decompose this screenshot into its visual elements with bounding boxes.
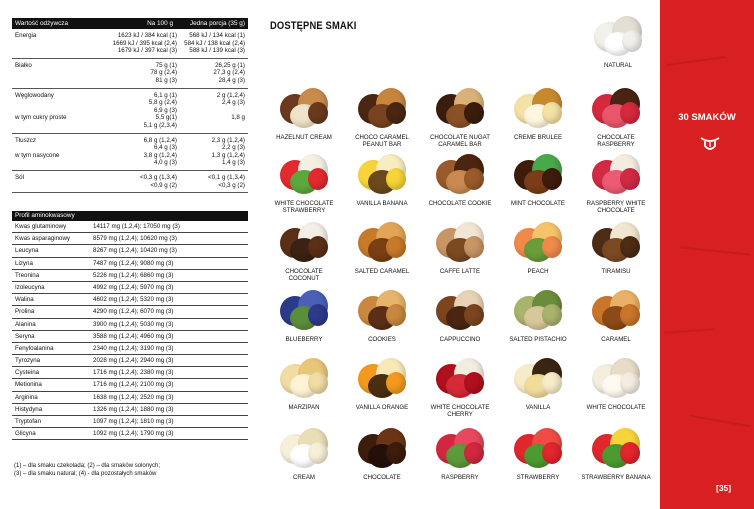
amino-name: Kwas glutaminowy <box>15 223 67 230</box>
flavour-tile <box>578 146 654 215</box>
flavour-tile <box>500 420 576 481</box>
nutrition-row <box>12 134 248 171</box>
amino-row <box>12 319 248 331</box>
amino-value: 3588 mg (1,2,4); 4960 mg (3) <box>93 332 174 340</box>
pistachio-icon <box>506 282 570 334</box>
vanilla-banana-icon <box>350 146 414 198</box>
white-choco-strawberry-icon <box>272 146 336 198</box>
nutrition-row <box>12 171 248 193</box>
flavour-tile <box>266 282 342 343</box>
amino-value: 4992 mg (1,2,4); 5970 mg (3) <box>93 283 174 291</box>
value-per-100g: 1623 kJ / 384 kcal (1) 1669 kJ / 395 kcal (2,4) 1679 kJ / 397 kcal (3) <box>112 32 177 55</box>
salted-caramel-icon <box>350 214 414 266</box>
flavour-label-line: CHOCO CARAMEL <box>355 134 409 141</box>
flavour-tile <box>344 282 420 343</box>
amino-row <box>12 355 248 367</box>
hazelnut-icon <box>272 80 336 132</box>
flavour-label <box>422 474 498 481</box>
flavour-tile <box>266 80 342 141</box>
amino-row <box>12 404 248 416</box>
creme-brulee-icon <box>506 80 570 132</box>
strawberry-banana-icon <box>584 420 648 472</box>
flavour-tile <box>578 80 654 149</box>
flavour-tile <box>500 350 576 411</box>
flavour-label <box>422 200 498 207</box>
nutrition-row <box>12 89 248 134</box>
flavour-tile <box>500 80 576 141</box>
amino-value: 8579 mg (1,2,4); 10620 mg (3) <box>93 235 177 243</box>
flavour-label-line: VANILLA ORANGE <box>355 404 409 411</box>
flavour-label-line: CHOCOLATE <box>285 268 323 275</box>
amino-name: Izoleucyna <box>15 283 45 291</box>
flavour-label-line: STRAWBERRY <box>282 207 326 215</box>
flavour-label <box>266 474 342 481</box>
flavour-label-line: SALTED PISTACHIO <box>509 336 567 343</box>
powder-icon <box>586 8 650 60</box>
flavour-tile <box>422 80 498 149</box>
flavours-title: DOSTĘPNE SMAKI <box>270 20 357 32</box>
marzipan-icon <box>272 350 336 402</box>
flavour-label-line: CHOCOLATE COOKIE <box>428 200 492 207</box>
tongue-icon <box>699 134 721 152</box>
flavour-label <box>266 404 342 411</box>
flavour-label-line: RASPBERRY WHITE <box>586 200 646 207</box>
amino-name: Histydyna <box>15 405 43 413</box>
amino-table <box>12 211 248 440</box>
caramel-icon <box>584 282 648 334</box>
flavour-label <box>266 134 342 141</box>
choco-raspberry-icon <box>584 80 648 132</box>
flavour-label <box>578 200 654 215</box>
footnote <box>14 462 246 479</box>
amino-row <box>12 428 248 440</box>
flavour-tile <box>578 420 654 481</box>
flavour-tile <box>344 350 420 411</box>
amino-value: 1716 mg (1,2,4); 2100 mg (3) <box>93 381 174 389</box>
amino-value: 2340 mg (1,2,4); 3190 mg (3) <box>93 344 174 352</box>
amino-value: 1716 mg (1,2,4); 2380 mg (3) <box>93 369 174 377</box>
coconut-icon <box>272 214 336 266</box>
flavour-label-line: RASPBERRY <box>441 474 479 481</box>
nougat-bar-icon <box>428 80 492 132</box>
flavour-label <box>500 134 576 141</box>
amino-name: Tyrozyna <box>15 357 41 365</box>
tiramisu-icon <box>584 214 648 266</box>
nutrient-name: Tłuszcz w tym nasycone <box>15 136 60 159</box>
flavour-tile <box>422 420 498 481</box>
flavour-tile <box>578 214 654 275</box>
flavour-count-badge: 30 SMAKÓW <box>678 112 736 123</box>
flavour-label-line: RASPBERRY <box>597 141 635 149</box>
flavour-label-line: STRAWBERRY BANANA <box>581 474 651 481</box>
amino-value: 7487 mg (1,2,4); 9080 mg (3) <box>93 259 174 267</box>
cream-icon <box>272 420 336 472</box>
flavour-label-line: HAZELNUT CREAM <box>276 134 332 141</box>
header-per-portion: Jedna porcja (35 g) <box>189 19 245 27</box>
flavour-tile <box>344 80 420 149</box>
flavour-label-line: TIRAMISU <box>601 268 631 275</box>
flavour-tile <box>266 214 342 283</box>
amino-row <box>12 367 248 379</box>
flavour-label-line: CAFFE LATTE <box>439 268 481 275</box>
amino-row <box>12 343 248 355</box>
raspberry-icon <box>428 420 492 472</box>
flavour-label-line: WHITE CHOCOLATE <box>430 404 490 411</box>
flavour-label-line: CARAMEL BAR <box>438 141 482 149</box>
flavour-label-line: COOKIES <box>368 336 396 343</box>
amino-name: Cysteina <box>15 369 40 377</box>
nutrient-name: Sól <box>15 173 24 181</box>
vanilla-orange-icon <box>350 350 414 402</box>
flavour-label-line: CHOCOLATE <box>597 207 635 215</box>
cappuccino-icon <box>428 282 492 334</box>
amino-row <box>12 416 248 428</box>
value-per-portion: 2,3 g (1,2,4) 2,2 g (3) 1,3 g (1,2,4) 1,4 g (3) <box>211 136 245 167</box>
flavour-tile <box>500 146 576 207</box>
value-per-100g: 6,8 g (1,2,4) 6,4 g (3) 3,8 g (1,2,4) 4,0 g (3) <box>143 136 177 167</box>
flavour-label <box>422 404 498 419</box>
red-sidebar <box>660 0 754 509</box>
value-per-100g: <0,3 g (1,3,4) <0,9 g (2) <box>140 173 177 189</box>
amino-name: Tryptofan <box>15 418 41 425</box>
amino-row <box>12 245 248 257</box>
amino-value: 14117 mg (1,2,4); 17050 mg (3) <box>93 223 180 230</box>
nutrient-name: Białko <box>15 61 32 69</box>
flavour-tile <box>500 282 576 343</box>
amino-row <box>12 306 248 318</box>
flavour-tile <box>344 420 420 481</box>
page-number: [35] <box>716 483 732 493</box>
flavour-tile <box>578 282 654 343</box>
amino-name: Treonina <box>15 271 40 279</box>
amino-value: 4290 mg (1,2,4); 6070 mg (3) <box>93 308 174 316</box>
amino-value: 1092 mg (1,2,4); 1790 mg (3) <box>93 430 174 438</box>
flavour-label <box>422 336 498 343</box>
flavour-label-line: CHOCOLATE NUGAT <box>429 134 491 141</box>
flavour-label-line: STRAWBERRY <box>516 474 560 481</box>
flavour-label-line: CAPPUCCINO <box>439 336 481 343</box>
amino-row <box>12 392 248 404</box>
nutrient-name: Energia <box>15 32 37 39</box>
flavour-tile <box>422 282 498 343</box>
amino-name: Metionina <box>15 381 42 389</box>
cookies-icon <box>350 282 414 334</box>
flavour-label <box>266 200 342 215</box>
flavour-label <box>500 200 576 207</box>
amino-name: Glicyna <box>15 430 36 438</box>
amino-name: Kwas asparaginowy <box>15 235 71 243</box>
flavour-tile <box>266 350 342 411</box>
flavour-label-line: WHITE CHOCOLATE <box>274 200 334 207</box>
chocolate-icon <box>350 420 414 472</box>
flavour-label <box>500 474 576 481</box>
flavour-label-line: VANILLA <box>525 404 551 411</box>
flavour-label-line: CHOCOLATE <box>597 134 635 141</box>
value-per-portion: 2 g (1,2,4) 2,4 g (3) 1,8 g <box>216 91 245 122</box>
value-per-100g: 75 g (1) 78 g (2,4) 81 g (3) <box>150 61 177 84</box>
choco-bar-icon <box>350 80 414 132</box>
flavour-tile <box>344 214 420 275</box>
amino-value: 1097 mg (1,2,4); 1810 mg (3) <box>93 418 174 425</box>
flavour-label <box>266 268 342 283</box>
amino-name: Leucyna <box>15 247 39 255</box>
amino-row <box>12 331 248 343</box>
flavour-label <box>578 474 654 481</box>
nutrition-table <box>12 18 248 193</box>
peach-icon <box>506 214 570 266</box>
flavour-tile <box>266 146 342 215</box>
amino-name: Seryna <box>15 332 35 340</box>
flavour-label <box>500 404 576 411</box>
flavour-label <box>578 336 654 343</box>
header-nutrient: Wartość odżywcza <box>15 19 69 27</box>
flavour-tile <box>580 8 656 69</box>
flavour-tile <box>422 146 498 207</box>
value-per-portion: 568 kJ / 134 kcal (1) 584 kJ / 138 kcal (2,4) 588 kJ / 139 kcal (3) <box>184 32 245 55</box>
amino-name: Prolina <box>15 308 35 316</box>
flavour-label-line: PEACH <box>527 268 549 275</box>
value-per-portion: <0,1 g (1,3,4) <0,3 g (2) <box>208 173 245 189</box>
amino-value: 2028 mg (1,2,4); 2940 mg (3) <box>93 357 174 365</box>
flavour-tile <box>266 420 342 481</box>
amino-row <box>12 270 248 282</box>
latte-icon <box>428 214 492 266</box>
flavour-label-line: WHITE CHOCOLATE <box>586 404 646 411</box>
amino-row <box>12 258 248 270</box>
flavour-tile <box>422 350 498 419</box>
flavour-tile <box>500 214 576 275</box>
flavour-label <box>580 62 656 69</box>
flavour-label-line: BLUEBERRY <box>285 336 323 343</box>
blueberry-icon <box>272 282 336 334</box>
flavour-label-line: MINT CHOCOLATE <box>511 200 565 207</box>
flavour-tile <box>344 146 420 207</box>
flavour-label-line: SALTED CARAMEL <box>354 268 410 275</box>
white-chocolate-icon <box>584 350 648 402</box>
footnote-line: (3) – dla smaku natural; (4) - dla pozostałych smaków <box>14 471 157 478</box>
cookie-icon <box>428 146 492 198</box>
mint-chocolate-icon <box>506 146 570 198</box>
flavour-tile <box>422 214 498 275</box>
flavour-label-line: NATURAL <box>604 62 632 69</box>
header-per-100g: Na 100 g <box>147 19 173 27</box>
nutrition-header <box>12 18 248 29</box>
amino-row <box>12 294 248 306</box>
flavour-label <box>500 268 576 275</box>
amino-name: Lizyna <box>15 259 33 267</box>
footnote-line: (1) – dla smaku czekolada; (2) – dla smaków solonych; <box>14 463 161 469</box>
strawberry-icon <box>506 420 570 472</box>
flavour-label-line: CARAMEL <box>601 336 631 343</box>
vanilla-icon <box>506 350 570 402</box>
amino-title: Profil aminokwasowy <box>12 211 248 221</box>
flavour-label-line: CREAM <box>292 474 315 481</box>
flavour-label-line: COCONUT <box>288 275 320 283</box>
flavour-label-line: VANILLA BANANA <box>356 200 408 207</box>
flavour-label <box>422 268 498 275</box>
flavour-label <box>344 268 420 275</box>
amino-row <box>12 233 248 245</box>
cherry-icon <box>428 350 492 402</box>
amino-value: 1326 mg (1,2,4); 1880 mg (3) <box>93 405 174 413</box>
value-per-100g: 6,1 g (1) 5,8 g (2,4) 6,9 g (3) 5,5 g(1) 5,1 g (2,3,4) <box>143 91 177 129</box>
amino-value: 4602 mg (1,2,4); 5320 mg (3) <box>93 296 174 304</box>
amino-value: 1638 mg (1,2,4); 2520 mg (3) <box>93 393 174 401</box>
amino-name: Alanina <box>15 320 36 328</box>
nutrient-name: Węglowodany w tym cukry proste <box>15 91 67 122</box>
flavour-label <box>344 404 420 411</box>
amino-value: 8267 mg (1,2,4); 10420 mg (3) <box>93 247 177 255</box>
flavour-label-line: MARZIPAN <box>288 404 320 411</box>
raspberry-white-choco-icon <box>584 146 648 198</box>
amino-value: 5226 mg (1,2,4); 6860 mg (3) <box>93 271 174 279</box>
amino-row <box>12 282 248 294</box>
flavour-label <box>578 268 654 275</box>
nutrition-row <box>12 59 248 89</box>
flavour-label <box>344 200 420 207</box>
amino-name: Arginina <box>15 393 38 401</box>
flavour-label-line: CHOCOLATE <box>363 474 401 481</box>
flavour-label <box>578 404 654 411</box>
flavour-label <box>344 336 420 343</box>
flavour-label <box>344 474 420 481</box>
flavour-label-line: CHERRY <box>447 411 473 419</box>
amino-row <box>12 379 248 391</box>
flavour-label <box>266 336 342 343</box>
value-per-portion: 26,25 g (1) 27,3 g (2,4) 28,4 g (3) <box>213 61 245 84</box>
amino-name: Walina <box>15 296 34 304</box>
flavour-label-line: PEANUT BAR <box>362 141 402 149</box>
amino-row <box>12 221 248 233</box>
flavour-tile <box>578 350 654 411</box>
flavour-label-line: CREME BRULEE <box>513 134 563 141</box>
nutrition-row <box>12 29 248 59</box>
amino-name: Fenyloalanina <box>15 344 54 352</box>
amino-value: 3900 mg (1,2,4); 5030 mg (3) <box>93 320 174 328</box>
flavour-label <box>500 336 576 343</box>
